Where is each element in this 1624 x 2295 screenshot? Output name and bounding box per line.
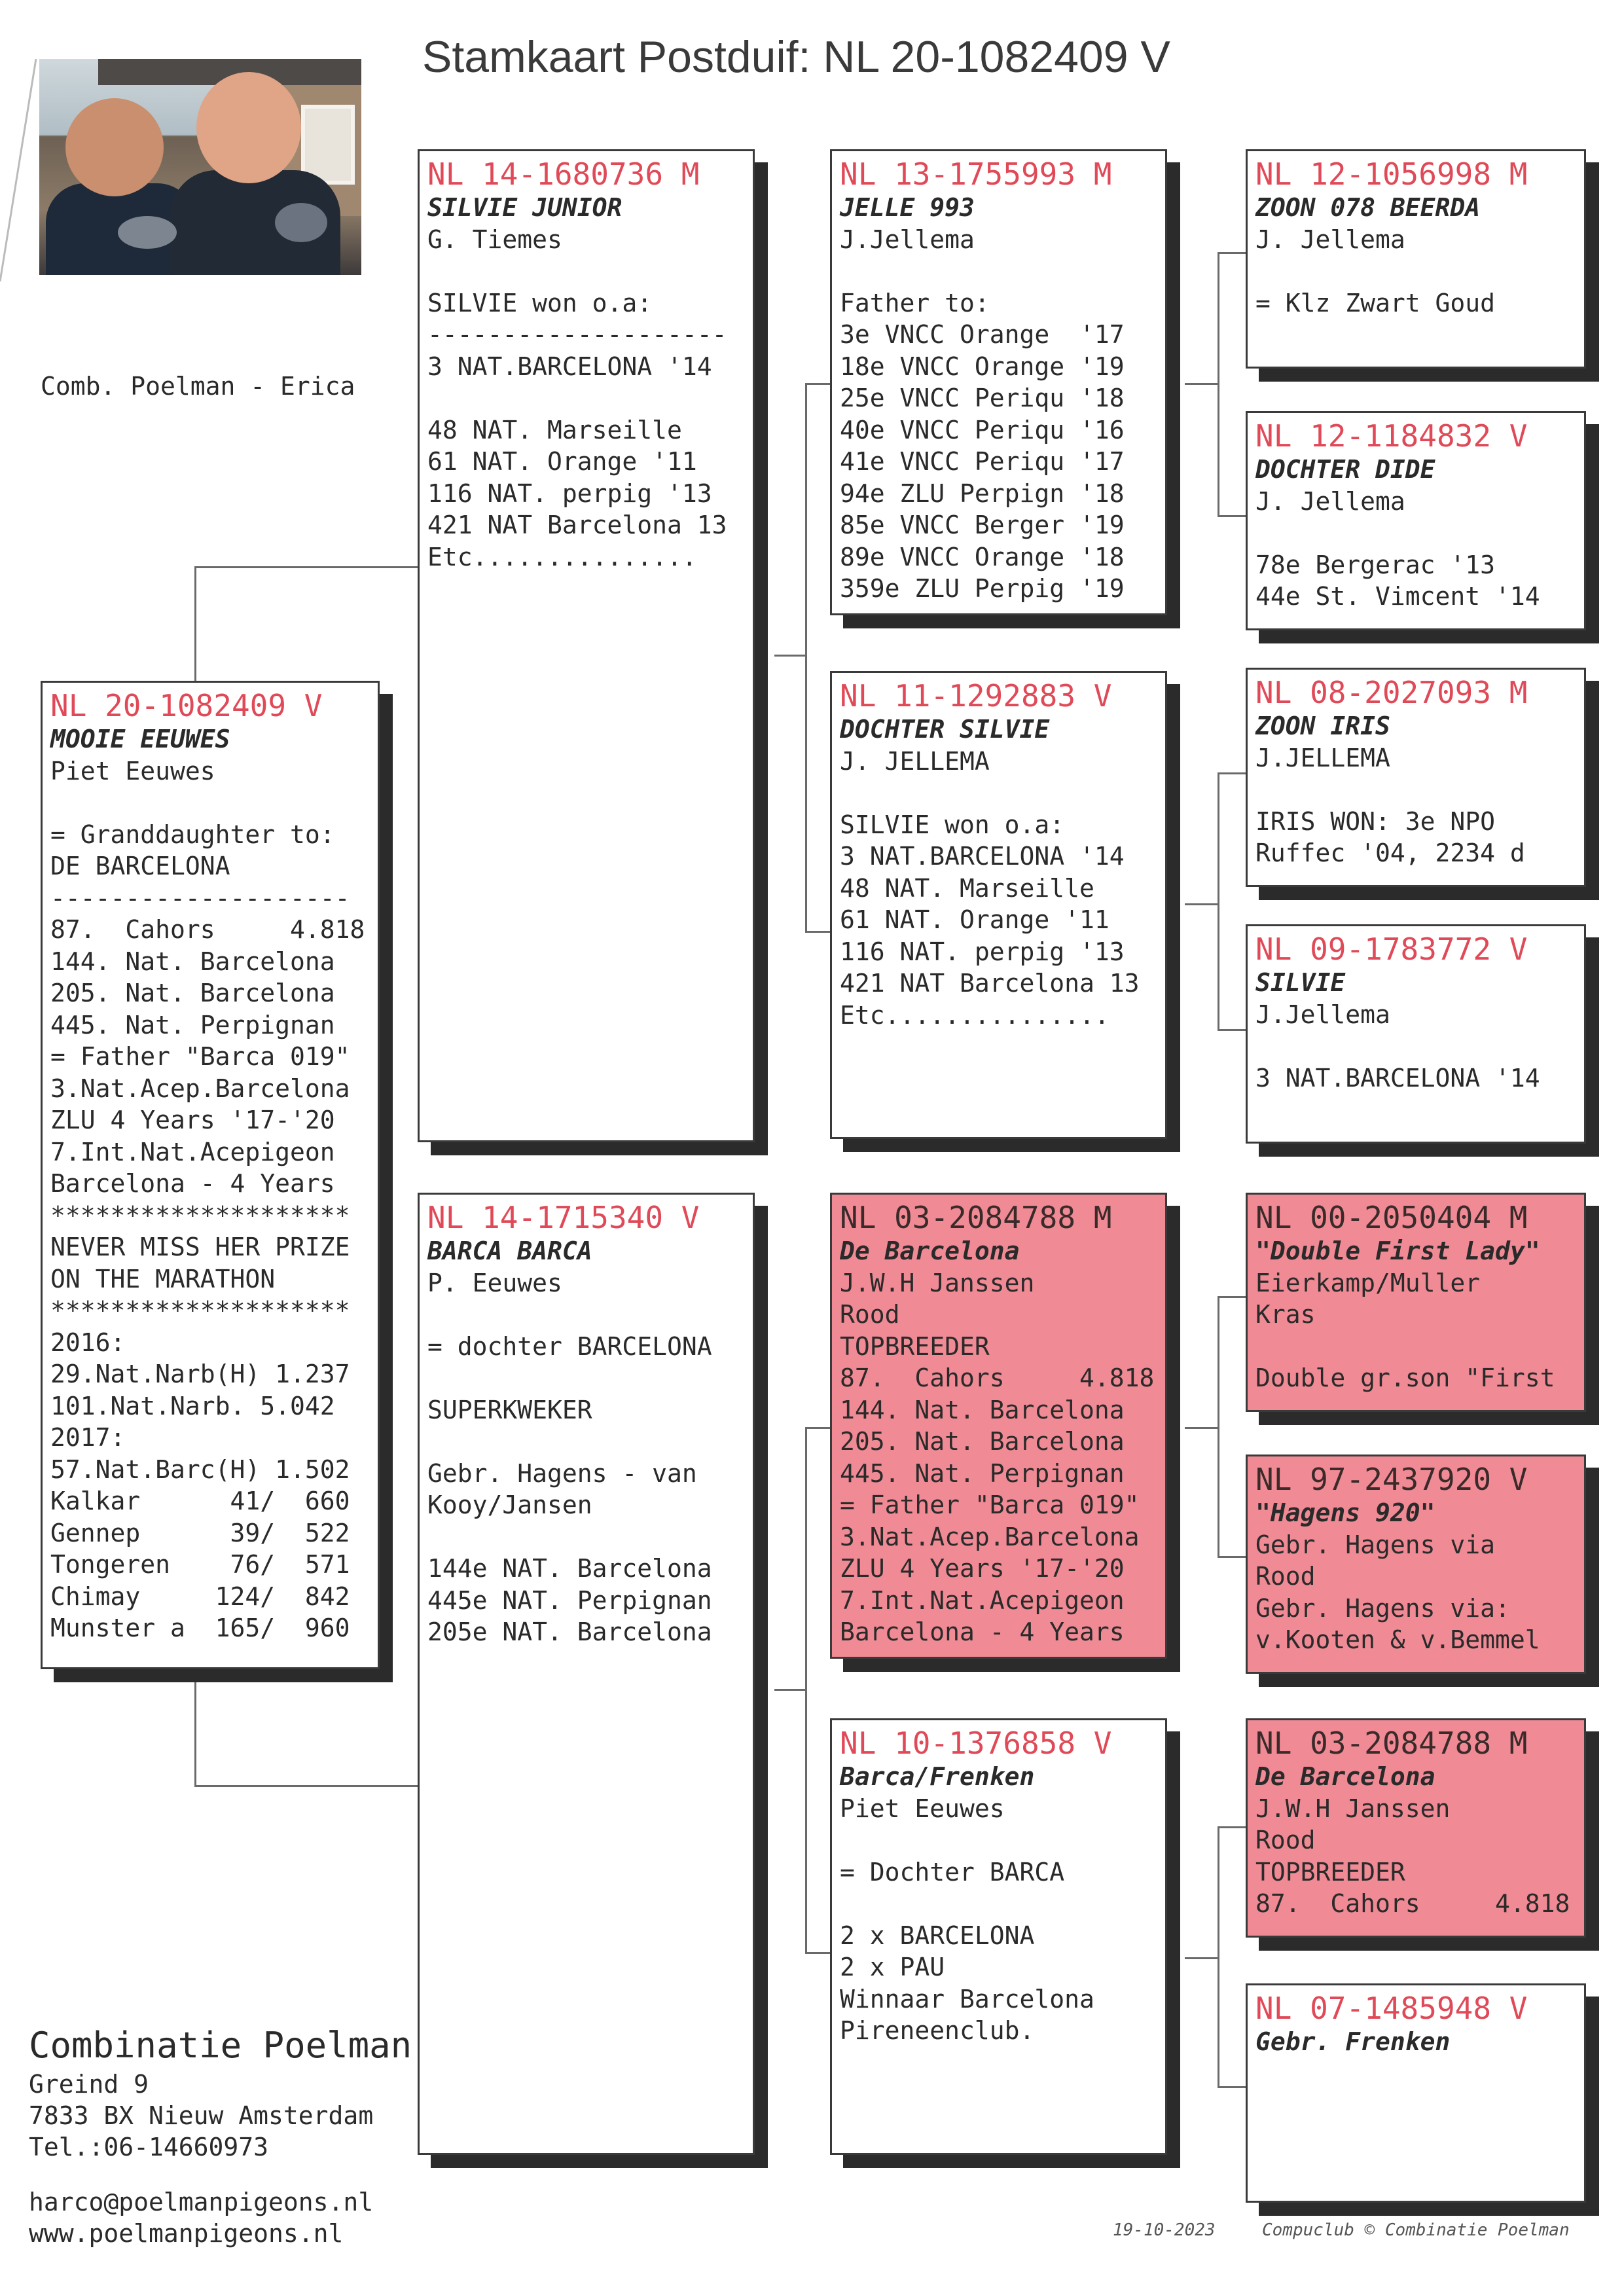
- pigeon-name: DOCHTER SILVIE: [840, 715, 1050, 744]
- card-text-line: [427, 382, 745, 414]
- card-text-line: NEVER MISS HER PRIZE: [50, 1233, 350, 1261]
- card-text-line: 2016:: [50, 1328, 126, 1357]
- breeder-name: G. Tiemes: [427, 225, 562, 254]
- pigeon-name: ZOON 078 BEERDA: [1255, 193, 1481, 222]
- card-text-line: 421 NAT Barcelona 13: [427, 511, 727, 539]
- card-text-line: --------------------: [427, 320, 727, 349]
- card-text-line: 205. Nat. Barcelona: [840, 1427, 1125, 1456]
- card-text-line: TOPBREEDER: [1255, 1857, 1405, 1887]
- card-text-line: 144e NAT. Barcelona: [427, 1554, 712, 1583]
- connector: [1218, 515, 1247, 517]
- card-text-line: SUPERKWEKER: [427, 1395, 592, 1424]
- ring-number: NL 97-2437920 V: [1255, 1462, 1528, 1497]
- card-text-line: 78e Bergerac '13: [1255, 550, 1496, 579]
- owners-photo: [39, 59, 361, 275]
- print-date: 19-10-2023: [1113, 2220, 1216, 2240]
- subject-pigeon-card: [41, 681, 380, 1669]
- card-text-line: --------------------: [50, 883, 350, 913]
- pigeon-name: De Barcelona: [840, 1237, 1020, 1265]
- connector: [1218, 772, 1247, 774]
- ring-number: NL 14-1715340 V: [427, 1200, 700, 1235]
- card-text-line: Pireneenclub.: [840, 2016, 1035, 2045]
- pigeon-name: ZOON IRIS: [1255, 712, 1390, 740]
- connector: [805, 383, 831, 385]
- breeder-name: Piet Eeuwes: [50, 756, 215, 786]
- connector: [194, 1785, 418, 1787]
- breeder-name: J. Jellema: [1255, 486, 1405, 516]
- card-text-line: [1255, 1331, 1576, 1363]
- ring-number: NL 14-1680736 M: [427, 156, 700, 192]
- breeder-name: J.JELLEMA: [1255, 743, 1390, 772]
- connector: [1218, 2086, 1247, 2088]
- card-text-line: 144. Nat. Barcelona: [840, 1395, 1125, 1424]
- card-text-line: Gebr. Hagens - van: [427, 1458, 697, 1488]
- maternal-grandfather-card: [830, 1193, 1167, 1659]
- card-text-line: Rood: [840, 1300, 900, 1329]
- card-text-line: = Dochter BARCA: [840, 1857, 1065, 1887]
- pigeon-name: De Barcelona: [1255, 1762, 1435, 1791]
- paternal-grandfather-card: [830, 149, 1167, 615]
- card-text-line: Winnaar Barcelona: [840, 1984, 1094, 2014]
- card-text-line: = Granddaughter to:: [50, 820, 335, 849]
- great-grandparent-card-ffm: [1246, 411, 1586, 630]
- paternal-grandmother-card: [830, 671, 1167, 1139]
- ring-number: NL 12-1056998 M: [1255, 156, 1528, 192]
- card-text-line: Barcelona - 4 Years: [50, 1169, 335, 1198]
- card-text-line: 57.Nat.Barc(H) 1.502: [50, 1455, 350, 1484]
- card-text-line: Tongeren 76/ 571: [50, 1550, 350, 1579]
- ring-number: NL 11-1292883 V: [840, 678, 1112, 714]
- mother-card: [418, 1193, 755, 2155]
- card-text-line: 61 NAT. Orange '11: [840, 905, 1110, 934]
- card-text-line: ON THE MARATHON: [50, 1264, 276, 1293]
- card-text-line: 3e VNCC Orange '17: [840, 320, 1125, 349]
- great-grandparent-card-fff: [1246, 149, 1586, 369]
- card-text-line: Ruffec '04, 2234 d: [1255, 839, 1525, 867]
- card-text-line: Barcelona - 4 Years: [840, 1617, 1125, 1646]
- card-text-line: 85e VNCC Berger '19: [840, 511, 1125, 539]
- great-grandparent-card-mmm: [1246, 1983, 1586, 2203]
- card-text-line: ********************: [50, 1201, 350, 1230]
- card-text-line: Gebr. Hagens via:: [1255, 1593, 1510, 1623]
- card-text-line: 359e ZLU Perpig '19: [840, 574, 1125, 603]
- card-text-line: 7.Int.Nat.Acepigeon: [840, 1585, 1125, 1615]
- breeder-name: [1255, 2058, 1576, 2090]
- card-text-line: 48 NAT. Marseille: [427, 415, 682, 444]
- ring-number: NL 09-1783772 V: [1255, 931, 1528, 967]
- ring-number: NL 03-2084788 M: [1255, 1726, 1528, 1761]
- card-text-line: [427, 1299, 745, 1331]
- card-text-line: 61 NAT. Orange '11: [427, 447, 697, 476]
- owner-short-name: Comb. Poelman - Erica: [41, 372, 355, 401]
- card-text-line: 205e NAT. Barcelona: [427, 1617, 712, 1646]
- ring-number: NL 20-1082409 V: [50, 688, 323, 723]
- owner-email[interactable]: harco@poelmanpigeons.nl: [29, 2188, 374, 2216]
- connector: [805, 1952, 831, 1954]
- card-text-line: 3 NAT.BARCELONA '14: [1255, 1063, 1540, 1093]
- owner-phone: Tel.:06-14660973: [29, 2133, 269, 2161]
- owner-address: Greind 9: [29, 2070, 149, 2099]
- connector: [1218, 1556, 1247, 1558]
- great-grandparent-card-mfm: [1246, 1455, 1586, 1674]
- connector: [805, 383, 807, 933]
- card-text-line: 3 NAT.BARCELONA '14: [427, 352, 712, 381]
- card-text-line: Etc...............: [840, 1000, 1110, 1030]
- card-text-line: 94e ZLU Perpign '18: [840, 479, 1125, 508]
- card-text-line: 44e St. Vimcent '14: [1255, 582, 1540, 611]
- card-text-line: [427, 1521, 745, 1553]
- breeder-name: J.W.H Janssen: [1255, 1794, 1451, 1823]
- card-text-line: Gennep 39/ 522: [50, 1518, 350, 1547]
- ring-number: NL 07-1485948 V: [1255, 1991, 1528, 2026]
- card-text-line: 7.Int.Nat.Acepigeon: [50, 1137, 335, 1166]
- footer-credit: Compuclub © Combinatie Poelman: [1262, 2220, 1570, 2240]
- card-text-line: 87. Cahors 4.818: [1255, 1889, 1570, 1918]
- card-text-line: 40e VNCC Periqu '16: [840, 415, 1125, 444]
- card-text-line: ZLU 4 Years '17-'20: [840, 1554, 1125, 1583]
- breeder-name: J. JELLEMA: [840, 746, 990, 776]
- card-text-line: Rood: [1255, 1562, 1316, 1591]
- card-text-line: [427, 1362, 745, 1394]
- ring-number: NL 03-2084788 M: [840, 1200, 1112, 1235]
- connector: [1218, 772, 1219, 1031]
- breeder-name: J. Jellema: [1255, 225, 1405, 254]
- ring-number: NL 10-1376858 V: [840, 1726, 1112, 1761]
- great-grandparent-card-mff: [1246, 1193, 1586, 1412]
- breeder-name: J.Jellema: [840, 225, 975, 254]
- card-text-line: [1255, 774, 1576, 806]
- connector: [774, 655, 807, 657]
- card-text-line: 101.Nat.Narb. 5.042: [50, 1391, 335, 1420]
- card-text-line: 445. Nat. Perpignan: [840, 1458, 1125, 1488]
- card-text-line: 116 NAT. perpig '13: [840, 937, 1125, 966]
- card-text-line: 3.Nat.Acep.Barcelona: [50, 1074, 350, 1103]
- connector: [1185, 1957, 1219, 1959]
- card-text-line: [1255, 517, 1576, 549]
- great-grandparent-card-fmf: [1246, 668, 1586, 887]
- card-text-line: 2017:: [50, 1423, 126, 1452]
- card-text-line: SILVIE won o.a:: [427, 288, 653, 317]
- connector: [194, 566, 418, 568]
- connector: [194, 566, 196, 681]
- connector: [1185, 1427, 1219, 1429]
- card-text-line: [427, 255, 745, 287]
- great-grandparent-card-fmm: [1246, 924, 1586, 1144]
- card-text-line: [840, 255, 1157, 287]
- card-text-line: 87. Cahors 4.818: [50, 915, 365, 944]
- page-title: Stamkaart Postduif: NL 20-1082409 V: [422, 32, 1170, 82]
- card-text-line: [840, 777, 1157, 809]
- card-text-line: 2 x BARCELONA: [840, 1921, 1035, 1950]
- pigeon-name: DOCHTER DIDE: [1255, 455, 1435, 484]
- ring-number: NL 00-2050404 M: [1255, 1200, 1528, 1235]
- pigeon-name: BARCA BARCA: [427, 1237, 592, 1265]
- card-text-line: ********************: [50, 1296, 350, 1325]
- card-text-line: Kalkar 41/ 660: [50, 1487, 350, 1515]
- card-text-line: 445. Nat. Perpignan: [50, 1010, 335, 1039]
- card-text-line: Etc...............: [427, 542, 697, 571]
- pigeon-name: MOOIE EEUWES: [50, 725, 230, 753]
- card-text-line: 25e VNCC Periqu '18: [840, 384, 1125, 412]
- card-text-line: 116 NAT. perpig '13: [427, 479, 712, 508]
- maternal-grandmother-card: [830, 1718, 1167, 2155]
- card-text-line: Double gr.son "First: [1255, 1364, 1555, 1392]
- breeder-name: Eierkamp/Muller: [1255, 1268, 1481, 1297]
- breeder-name: Piet Eeuwes: [840, 1794, 1005, 1823]
- connector: [1218, 252, 1247, 254]
- ring-number: NL 12-1184832 V: [1255, 418, 1528, 454]
- breeder-name: Gebr. Hagens via: [1255, 1530, 1496, 1559]
- connector: [774, 1689, 807, 1691]
- card-text-line: Father to:: [840, 288, 990, 317]
- card-text-line: Rood: [1255, 1826, 1316, 1854]
- card-text-line: 89e VNCC Orange '18: [840, 542, 1125, 571]
- connector: [1185, 903, 1219, 905]
- card-text-line: 29.Nat.Narb(H) 1.237: [50, 1360, 350, 1388]
- pigeon-name: "Double First Lady": [1255, 1237, 1540, 1265]
- pigeon-name: SILVIE JUNIOR: [427, 193, 623, 222]
- card-text-line: 3 NAT.BARCELONA '14: [840, 842, 1125, 871]
- card-text-line: [840, 1824, 1157, 1856]
- card-text-line: 445e NAT. Perpignan: [427, 1585, 712, 1615]
- card-text-line: 3.Nat.Acep.Barcelona: [840, 1522, 1140, 1551]
- pigeon-name: Gebr. Frenken: [1255, 2027, 1451, 2056]
- great-grandparent-card-mmf: [1246, 1718, 1586, 1938]
- card-text-line: 87. Cahors 4.818: [840, 1364, 1155, 1392]
- card-text-line: [1255, 1030, 1576, 1062]
- pigeon-name: Barca/Frenken: [840, 1762, 1035, 1791]
- breeder-name: P. Eeuwes: [427, 1268, 562, 1297]
- card-text-line: Munster a 165/ 960: [50, 1614, 350, 1642]
- owner-website[interactable]: www.poelmanpigeons.nl: [29, 2219, 344, 2248]
- card-text-line: = Father "Barca 019": [50, 1042, 350, 1071]
- card-text-line: = Father "Barca 019": [840, 1491, 1140, 1519]
- owner-name: Combinatie Poelman: [29, 2025, 412, 2066]
- card-text-line: DE BARCELONA: [50, 852, 230, 880]
- card-text-line: 18e VNCC Orange '19: [840, 352, 1125, 381]
- card-text-line: [50, 787, 370, 819]
- card-text-line: Chimay 124/ 842: [50, 1581, 350, 1611]
- card-text-line: Kooy/Jansen: [427, 1491, 592, 1519]
- card-text-line: 48 NAT. Marseille: [840, 873, 1094, 903]
- card-text-line: = Klz Zwart Goud: [1255, 288, 1496, 317]
- card-text-line: IRIS WON: 3e NPO: [1255, 806, 1496, 836]
- pigeon-name: "Hagens 920": [1255, 1498, 1435, 1527]
- owner-contact-block: [29, 2023, 412, 2249]
- owner-city: 7833 BX Nieuw Amsterdam: [29, 2101, 374, 2130]
- card-text-line: TOPBREEDER: [840, 1331, 990, 1361]
- card-text-line: ZLU 4 Years '17-'20: [50, 1106, 335, 1134]
- pigeon-name: JELLE 993: [840, 193, 975, 222]
- card-text-line: 144. Nat. Barcelona: [50, 947, 335, 976]
- card-text-line: Kras: [1255, 1300, 1316, 1329]
- father-card: [418, 149, 755, 1142]
- card-text-line: 41e VNCC Periqu '17: [840, 447, 1125, 476]
- connector: [1185, 383, 1219, 385]
- connector: [194, 1682, 196, 1787]
- ring-number: NL 13-1755993 M: [840, 156, 1112, 192]
- card-text-line: v.Kooten & v.Bemmel: [1255, 1625, 1540, 1654]
- card-text-line: 2 x PAU: [840, 1953, 945, 1981]
- card-text-line: [1255, 255, 1576, 287]
- connector: [1218, 1029, 1247, 1031]
- card-text-line: SILVIE won o.a:: [840, 810, 1065, 839]
- card-text-line: [840, 1888, 1157, 1920]
- card-text-line: 205. Nat. Barcelona: [50, 979, 335, 1007]
- pigeon-name: SILVIE: [1255, 968, 1346, 997]
- ring-number: NL 08-2027093 M: [1255, 675, 1528, 710]
- connector: [805, 1427, 831, 1429]
- breeder-name: J.Jellema: [1255, 1000, 1390, 1029]
- card-text-line: [427, 1426, 745, 1458]
- card-text-line: 421 NAT Barcelona 13: [840, 969, 1140, 998]
- card-text-line: = dochter BARCELONA: [427, 1331, 712, 1361]
- page-curl-mark: [0, 59, 39, 281]
- connector: [1218, 1826, 1247, 1828]
- breeder-name: J.W.H Janssen: [840, 1268, 1035, 1297]
- connector: [1218, 1296, 1247, 1298]
- connector: [805, 931, 831, 933]
